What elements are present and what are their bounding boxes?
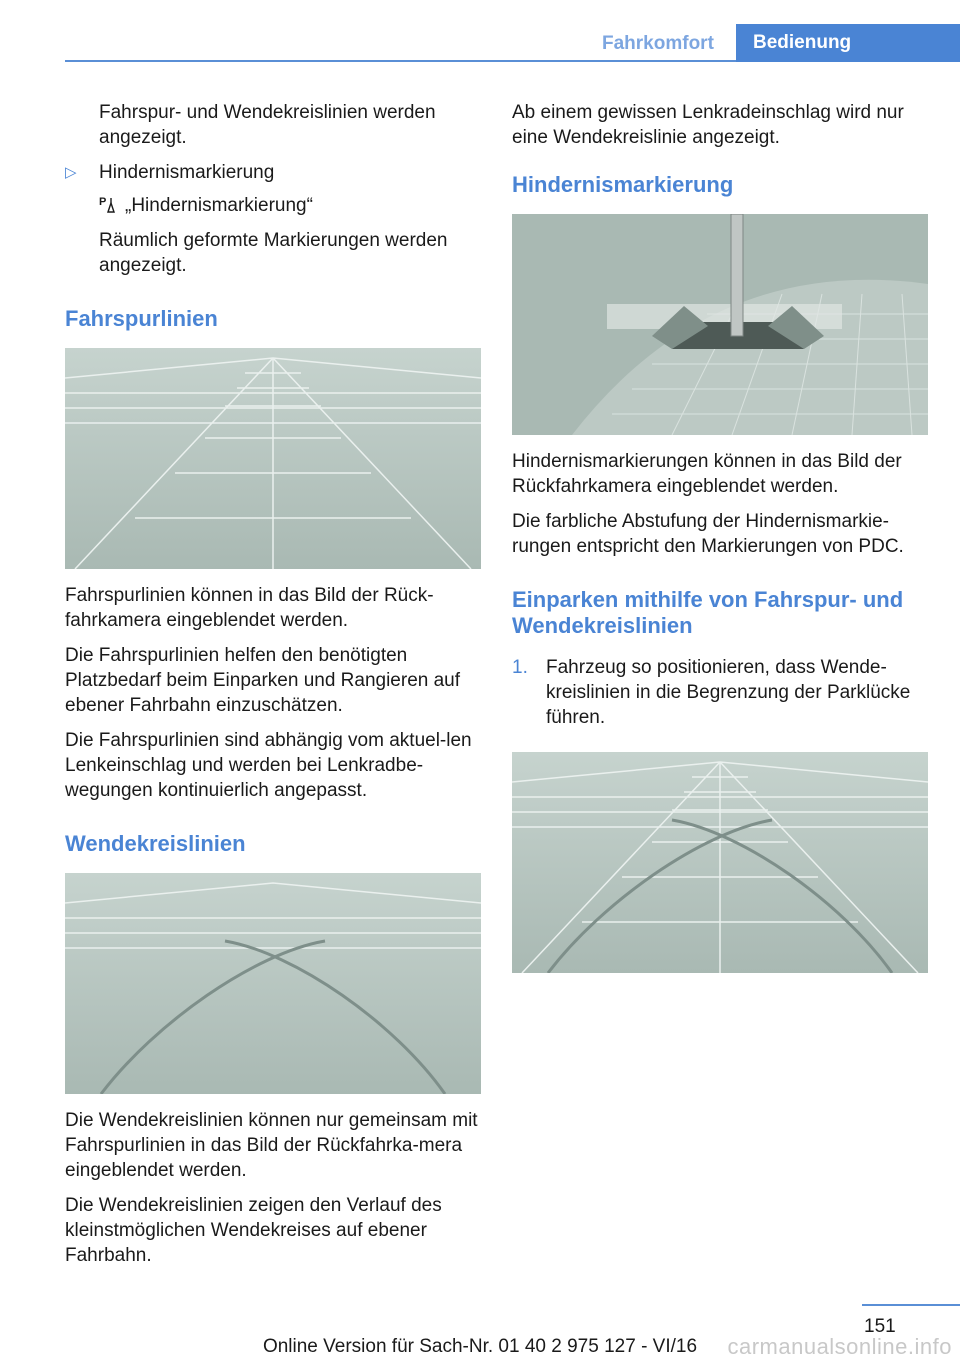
chapter-tab[interactable]: Bedienung xyxy=(736,24,960,62)
wende-paragraph-2: Die Wendekreislinien zeigen den Verlauf des kleinstmöglichen Wendekreises auf ebener Fahrbahn. xyxy=(65,1195,442,1266)
triangle-bullet-icon: ▷ xyxy=(65,164,77,181)
wende-paragraph-1: Die Wendekreislinien können nur gemeinsam mit Fahrspurlinien in das Bild der Rückfahrka-mera eingeblendet werden. xyxy=(65,1110,478,1181)
step-text: Fahrzeug so positionieren, dass Wende-kreislinien in die Begrenzung der Parklücke führen. xyxy=(546,657,911,728)
fahrspurlinien-image xyxy=(65,348,481,569)
hindernismarkierung-image xyxy=(512,214,928,435)
watermark: carmanualsonline.info xyxy=(727,1334,952,1359)
icon-caption xyxy=(65,193,481,218)
hindernis-paragraph-2: Die farbliche Abstufung der Hindernismarkie-rungen entspricht den Markierungen von PDC. xyxy=(512,511,904,557)
section-tab[interactable]: Fahrkomfort xyxy=(602,33,714,54)
step-number: 1. xyxy=(512,657,528,678)
icon-label: „Hindernismarkierung“ xyxy=(125,195,313,216)
fahrspur-paragraph-3: Die Fahrspurlinien sind abhängig vom aktuel-len Lenkeinschlag und werden bei Lenkradbe-wegungen kontinuierlich angepasst. xyxy=(65,730,472,801)
bullet-item-hindernismarkierung xyxy=(65,160,481,185)
right-column xyxy=(512,100,928,987)
fahrspur-paragraph-1: Fahrspurlinien können in das Bild der Rück-fahrkamera eingeblendet werden. xyxy=(65,585,434,631)
bullet-label: Hindernismarkierung xyxy=(99,162,275,183)
heading-wendekreislinien: Wendekreislinien xyxy=(65,831,246,856)
svg-text:P: P xyxy=(99,196,107,208)
step-item xyxy=(512,655,928,730)
right-intro-paragraph: Ab einem gewissen Lenkradeinschlag wird nur eine Wendekreislinie angezeigt. xyxy=(512,102,904,148)
heading-hindernismarkierung: Hindernismarkierung xyxy=(512,172,734,197)
intro-paragraph: Fahrspur- und Wendekreislinien werden angezeigt. xyxy=(99,102,436,148)
wendekreislinien-image xyxy=(65,873,481,1094)
heading-einparken: Einparken mithilfe von Fahrspur- und Wendekreislinien xyxy=(512,587,904,638)
hindernis-paragraph-1: Hindernismarkierungen können in das Bild der Rückfahrkamera eingeblendet werden. xyxy=(512,451,902,497)
heading-fahrspurlinien: Fahrspurlinien xyxy=(65,306,218,331)
footer-rule xyxy=(862,1304,960,1306)
page-number: 151 xyxy=(864,1316,896,1337)
online-version-footer: Online Version für Sach-Nr. 01 40 2 975 127 - VI/16 xyxy=(262,1336,698,1357)
left-column xyxy=(65,100,481,1278)
fahrspur-paragraph-2: Die Fahrspurlinien helfen den benötigten Platzbedarf beim Einparken und Rangieren auf ebener Fahrbahn einzuschätzen. xyxy=(65,645,461,716)
pdc-obstacle-icon xyxy=(99,194,119,214)
bullet-description: Räumlich geformte Markierungen werden angezeigt. xyxy=(99,230,448,276)
einparken-image xyxy=(512,752,928,973)
